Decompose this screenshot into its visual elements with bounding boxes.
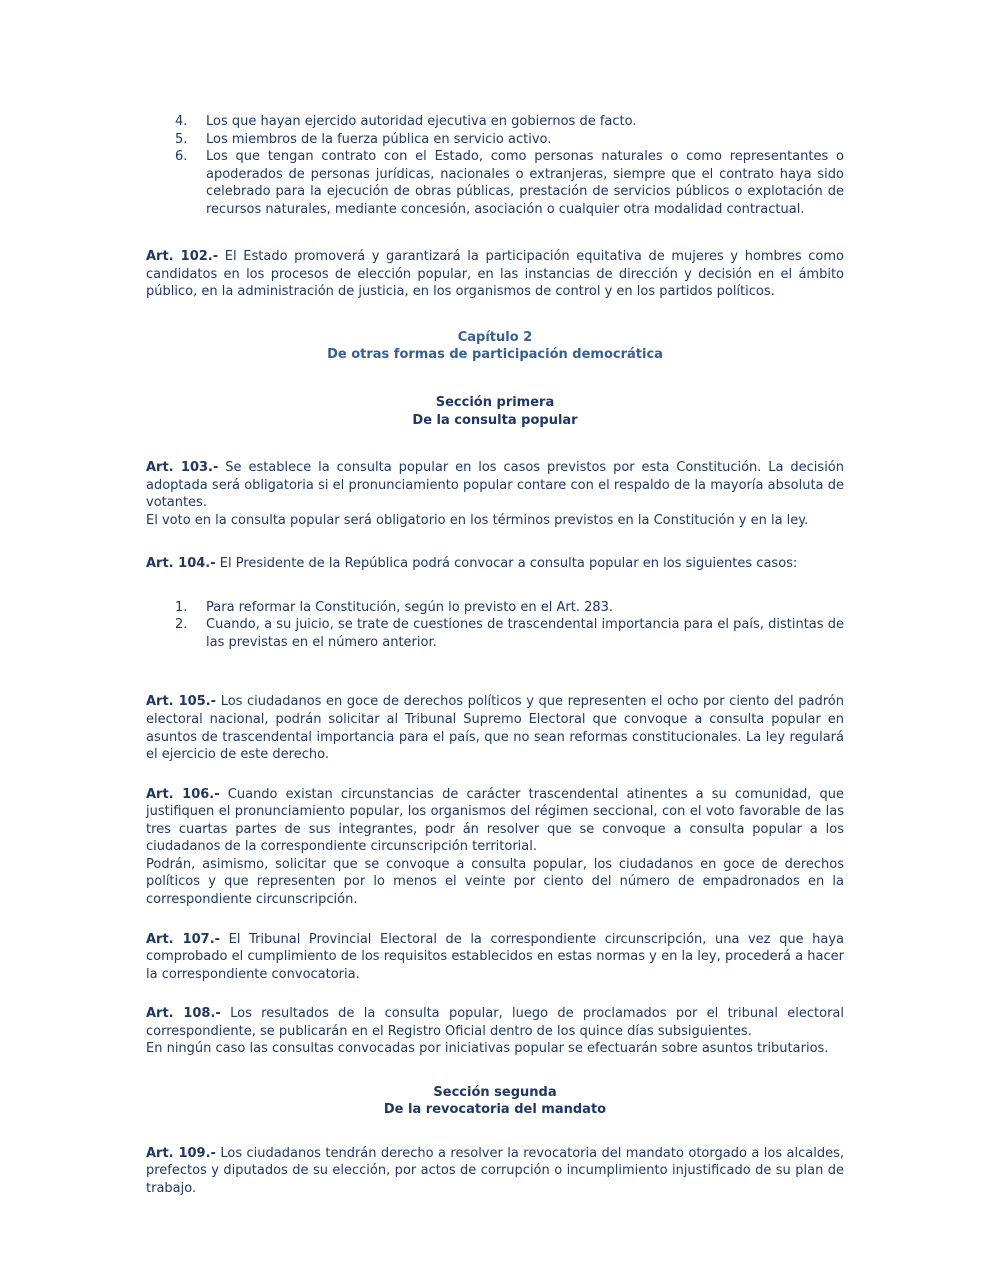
- article-paragraph: [146, 248, 844, 301]
- article-paragraph: [146, 459, 844, 512]
- chapter-heading: [146, 329, 844, 364]
- article-text: Los ciudadanos en goce de derechos políticos y que representen el ocho por ciento del padrón electoral nacional, podrán solicitar al Tribunal Supremo Electoral que convoque a consulta popular en asuntos de trascendental importancia para el país, que no sean reformas constitucionales. La ley regulará el ejercicio de este derecho.: [146, 694, 844, 763]
- article-104: [146, 555, 844, 573]
- article-107: [146, 931, 844, 984]
- art104-cases-list: [146, 599, 844, 652]
- chapter-subtitle: De otras formas de participación democrática: [327, 347, 663, 363]
- article-number: Art. 105.-: [146, 694, 217, 710]
- article-text: El Estado promoverá y garantizará la participación equitativa de mujeres y hombres como candidatos en los procesos de elección popular, en las instancias de dirección y decisión en el ámbito público, en la administración de justicia, en los organismos de control y en los partidos políticos.: [146, 249, 844, 300]
- list-item-text: Los miembros de la fuerza pública en servicio activo.: [206, 131, 552, 147]
- list-item-number: 5.: [175, 131, 188, 147]
- section-title: Sección segunda: [433, 1084, 557, 1100]
- list-item: [146, 131, 844, 149]
- section-title: Sección primera: [435, 395, 555, 411]
- section-heading-primera: [146, 394, 844, 429]
- list-item-number: 1.: [175, 599, 188, 615]
- article-number: Art. 107.-: [146, 931, 221, 947]
- article-paragraph: [146, 786, 844, 856]
- list-item-text: Para reformar la Constitución, según lo previsto en el Art. 283.: [206, 599, 614, 615]
- article-paragraph: El voto en la consulta popular será obligatorio en los términos previstos en la Constitución y en la ley.: [146, 512, 809, 528]
- article-102: [146, 248, 844, 301]
- article-number: Art. 108.-: [146, 1006, 221, 1022]
- article-paragraph: Podrán, asimismo, solicitar que se convoque a consulta popular, los ciudadanos en goce de derechos políticos y que representen por lo menos el veinte por ciento del número de empadronados en la correspondiente circunscripción.: [146, 856, 844, 907]
- article-paragraph: [146, 1145, 844, 1198]
- article-number: Art. 104.-: [146, 556, 216, 572]
- article-number: Art. 106.-: [146, 786, 220, 802]
- article-number: Art. 103.-: [146, 460, 219, 476]
- article-105: [146, 693, 844, 763]
- article-text: Se establece la consulta popular en los casos previstos por esta Constitución. La decisión adoptada será obligatoria si el pronunciamiento popular contare con el respaldo de la mayoría absoluta de votantes.: [146, 460, 845, 511]
- article-103: [146, 459, 844, 529]
- article-text: Los resultados de la consulta popular, luego de proclamados por el tribunal electoral correspondiente, se publicarán en el Registro Oficial dentro de los quince días subsiguientes.: [146, 1006, 844, 1039]
- article-108: [146, 1005, 844, 1058]
- list-item-text: Cuando, a su juicio, se trate de cuestiones de trascendental importancia para el país, distintas de las previstas en el número anterior.: [206, 617, 844, 650]
- article-106: [146, 786, 844, 909]
- list-item: [146, 113, 844, 131]
- list-item: [146, 148, 844, 218]
- article-paragraph: [146, 931, 844, 984]
- list-item: [146, 616, 844, 651]
- section-subtitle: De la consulta popular: [412, 412, 578, 428]
- list-item-number: 2.: [175, 617, 188, 633]
- article-paragraph: [146, 555, 844, 573]
- article-text: Cuando existan circunstancias de carácter trascendental atinentes a su comunidad, que justifiquen el pronunciamiento popular, los organismos del régimen seccional, con el voto favorable de las tres cuartas partes de sus integrantes, podr án resolver que se convoque a consulta popular a los ciudadanos de la correspondiente circunscripción territorial.: [146, 786, 844, 855]
- list-item-number: 4.: [175, 114, 188, 129]
- list-item-text: Los que hayan ejercido autoridad ejecutiva en gobiernos de facto.: [206, 114, 637, 129]
- list-item-text: Los que tengan contrato con el Estado, como personas naturales o como representantes o apoderados de personas jurídicas, nacionales o extranjeras, siempre que el contrato haya sido celebrado para la ejecución de obras públicas, prestación de servicios públicos o explotación de recursos naturales, mediante concesión, asociación o cualquier otra modalidad contractual.: [206, 149, 844, 217]
- article-text: El Presidente de la República podrá convocar a consulta popular en los siguientes casos:: [219, 556, 798, 572]
- article-number: Art. 109.-: [146, 1145, 216, 1161]
- article-paragraph: [146, 1005, 844, 1040]
- list-item: [146, 599, 844, 617]
- article-paragraph: [146, 693, 844, 763]
- section-heading-segunda: [146, 1084, 844, 1119]
- article-109: [146, 1145, 844, 1198]
- exclusion-list: [146, 113, 844, 218]
- article-number: Art. 102.-: [146, 249, 219, 265]
- list-item-number: 6.: [175, 149, 188, 165]
- article-text: Los ciudadanos tendrán derecho a resolver la revocatoria del mandato otorgado a los alcaldes, prefectos y diputados de su elección, por actos de corrupción o incumplimiento injustificado de su plan de trabajo.: [146, 1145, 844, 1196]
- article-text: El Tribunal Provincial Electoral de la correspondiente circunscripción, una vez que haya comprobado el cumplimiento de los requisitos establecidos en estas normas y en la ley, procederá a hacer la correspondiente convocatoria.: [146, 931, 844, 982]
- section-subtitle: De la revocatoria del mandato: [383, 1102, 607, 1118]
- chapter-title: Capítulo 2: [457, 329, 533, 345]
- article-paragraph: En ningún caso las consultas convocadas por iniciativas popular se efectuarán sobre asuntos tributarios.: [146, 1041, 829, 1057]
